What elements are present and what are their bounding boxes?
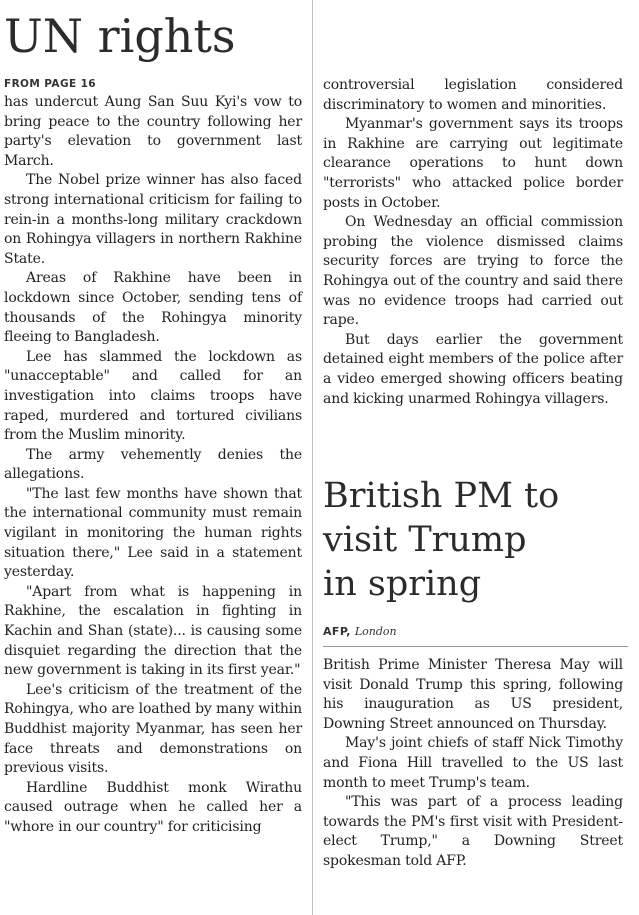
- left-column: [4, 76, 302, 838]
- right-column-top: [323, 76, 623, 409]
- article-paragraph: Lee has slammed the lockdown as "unacceptable" and called for an investigation into claims troops have raped, murdered and tortured civilians from the Muslim minority.: [4, 348, 302, 444]
- article-paragraph: The army vehemently denies the allegations.: [4, 446, 302, 483]
- article-paragraph: Lee's criticism of the treatment of the Rohingya, who are loathed by many within Buddhist majority Myanmar, has seen her face threats and demonstrations on previous visits.: [4, 681, 302, 777]
- article-paragraph: Myanmar's government says its troops in Rakhine are carrying out legitimate clearance operations to hunt down "terrorists" who attacked police border posts in October.: [323, 116, 623, 211]
- article-paragraph: "Apart from what is happening in Rakhine, the escalation in fighting in Kachin and Shan (state)... is causing some disquiet regarding the direction that the new government is taking in its first year.": [4, 583, 302, 679]
- article-paragraph: But days earlier the government detained eight members of the police after a video emerged showing officers beating and kicking unarmed Rohingya villagers.: [323, 331, 623, 407]
- article-paragraph: has undercut Aung San Suu Kyi's vow to bring peace to the country following her party's elevation to government last March.: [4, 94, 302, 169]
- column-divider: [312, 0, 313, 915]
- article-paragraph: "The last few months have shown that the international community must remain vigilant in monitoring the human rights situation there," Lee said in a statement yesterday.: [4, 485, 302, 581]
- article-paragraph: Hardline Buddhist monk Wirathu caused outrage when he called her a "whore in our country" for criticising: [4, 779, 302, 835]
- continuation-label: FROM PAGE 16: [4, 78, 97, 90]
- second-article-body: [323, 656, 623, 872]
- article-paragraph: British Prime Minister Theresa May will visit Donald Trump this spring, following his inauguration as US president, Downing Street announced on Thursday.: [323, 657, 623, 732]
- second-headline-line: British PM to: [323, 476, 560, 516]
- byline-location: London: [354, 625, 397, 638]
- article-paragraph: "This was part of a process leading towards the PM's first visit with President-elect Trump," a Downing Street spokesman told AFP.: [323, 794, 623, 869]
- article-paragraph: Areas of Rakhine have been in lockdown since October, sending tens of thousands of the Rohingya minority fleeing to Bangladesh.: [4, 270, 302, 346]
- article-paragraph: The Nobel prize winner has also faced strong international criticism for failing to rein-in a months-long military crackdown on Rohingya villagers in northern Rakhine State.: [4, 172, 302, 267]
- byline-rule: [323, 646, 628, 647]
- byline: [323, 622, 623, 641]
- second-headline-line: visit Trump: [323, 520, 527, 560]
- article-paragraph: May's joint chiefs of staff Nick Timothy and Fiona Hill travelled to the US last month to meet Trump's team.: [323, 735, 623, 791]
- main-headline: UN rights: [4, 9, 236, 63]
- article-paragraph: On Wednesday an official commission probing the violence dismissed claims security forces are trying to force the Rohingya out of the country and said there was no evidence troops had carried out rape.: [323, 214, 623, 329]
- second-headline: [323, 474, 623, 606]
- article-paragraph: controversial legislation considered discriminatory to women and minorities.: [323, 77, 623, 113]
- second-headline-line: in spring: [323, 564, 482, 604]
- byline-agency: AFP,: [323, 625, 351, 638]
